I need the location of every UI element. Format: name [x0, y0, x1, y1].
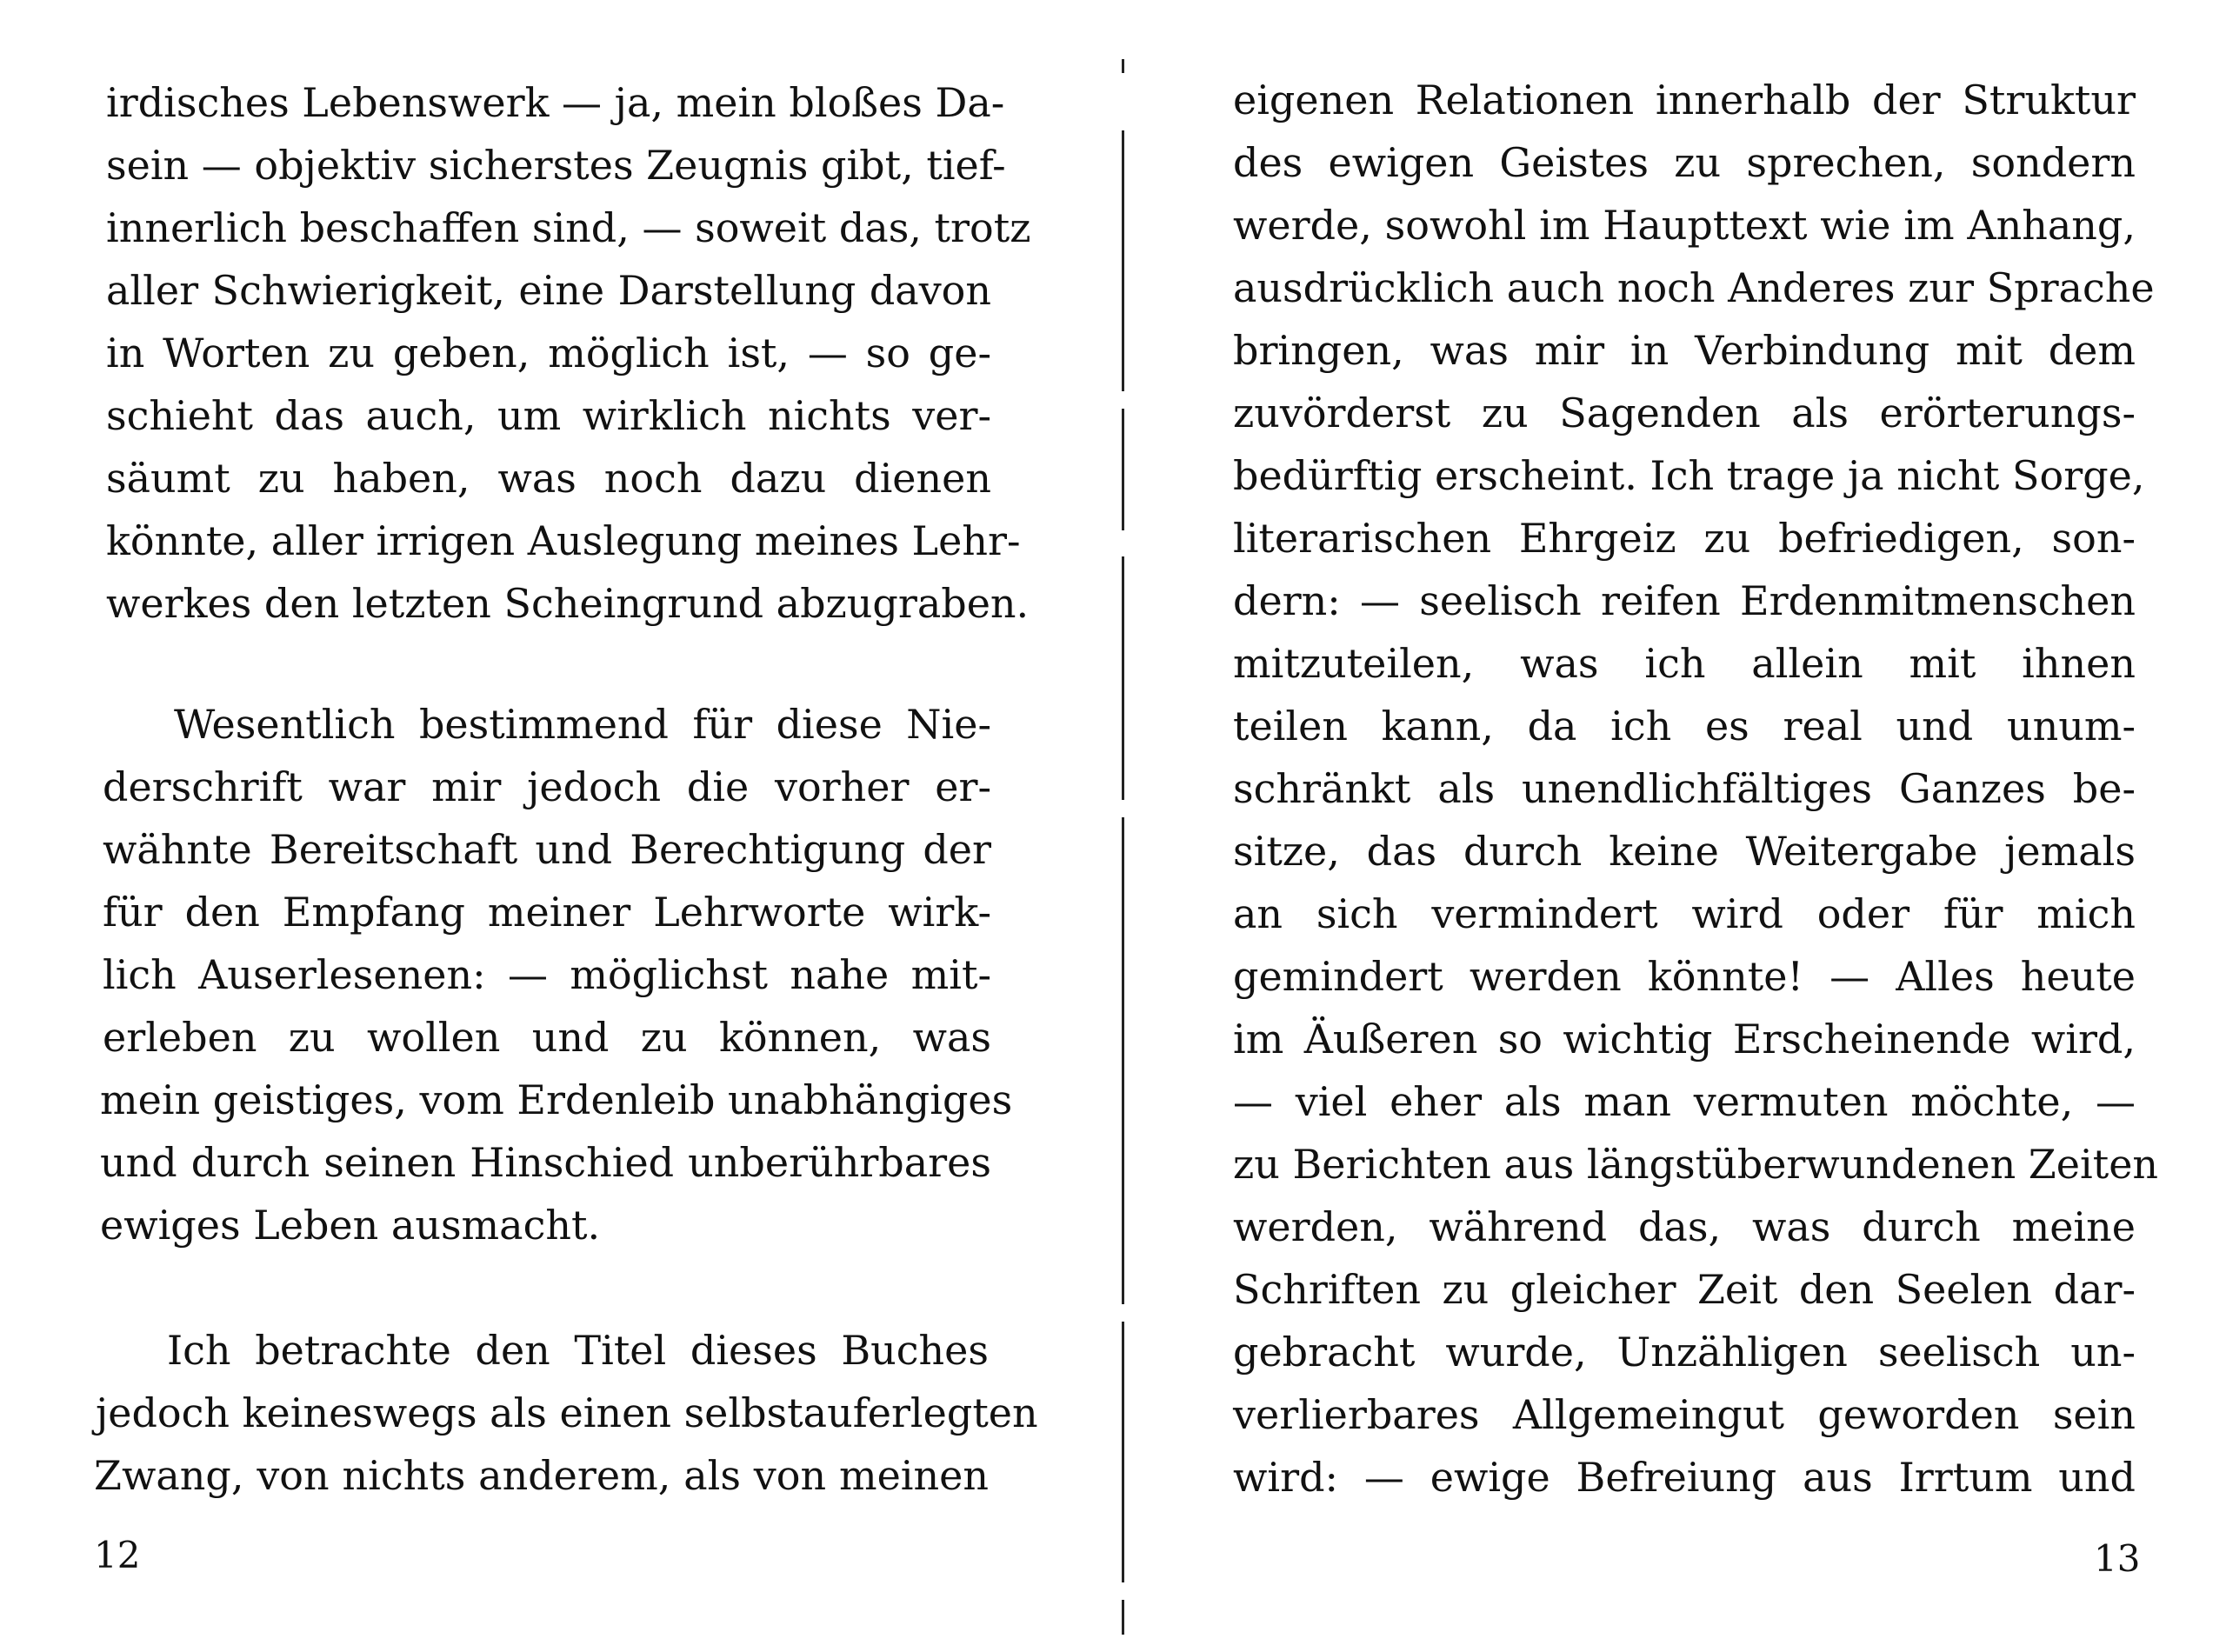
text-line: wähnte Bereitschaft und Berechtigung der: [103, 826, 991, 873]
text-line: aller Schwierigkeit, eine Darstellung davon: [106, 267, 991, 314]
text-line: teilen kann, da ich es real und unum-: [1233, 703, 2136, 749]
text-line: Zwang, von nichts anderem, als von meinen: [94, 1452, 989, 1499]
text-line: verlierbares Allgemeingut geworden sein: [1233, 1391, 2136, 1438]
text-line: mein geistiges, vom Erdenleib unabhängiges: [100, 1076, 1013, 1123]
text-line: mitzuteilen, was ich allein mit ihnen: [1233, 640, 2136, 687]
text-line: und durch seinen Hinschied unberührbares: [100, 1139, 991, 1186]
text-line: sitze, das durch keine Weitergabe jemals: [1233, 828, 2136, 875]
text-line: derschrift war mir jedoch die vorher er-: [103, 763, 991, 810]
page-number: 12: [94, 1534, 141, 1576]
text-line: werde, sowohl im Haupttext wie im Anhang,: [1233, 202, 2136, 249]
text-line: könnte, aller irrigen Auslegung meines Lehr-: [106, 517, 1021, 564]
text-line: eigenen Relationen innerhalb der Struktur: [1233, 77, 2136, 123]
gutter-mark: [1122, 1322, 1124, 1582]
text-line: Wesentlich bestimmend für diese Nie-: [174, 701, 991, 748]
text-line: irdisches Lebenswerk — ja, mein bloßes Da-: [106, 79, 1005, 126]
text-line: in Worten zu geben, möglich ist, — so ge-: [106, 330, 991, 376]
text-line: literarischen Ehrgeiz zu befriedigen, son-: [1233, 515, 2136, 562]
text-line: lich Auserlesenen: — möglichst nahe mit-: [103, 951, 991, 998]
right-page: [1130, 0, 2226, 1652]
text-line: zu Berichten aus längstüberwundenen Zeiten: [1233, 1141, 2159, 1188]
text-line: sein — objektiv sicherstes Zeugnis gibt, tief-: [106, 142, 1006, 189]
left-page: [0, 0, 1104, 1652]
text-line: säumt zu haben, was noch dazu dienen: [106, 455, 991, 502]
text-line: werkes den letzten Scheingrund abzugraben.: [106, 580, 1030, 627]
text-line: zuvörderst zu Sagenden als erörterungs-: [1233, 390, 2136, 436]
text-line: erleben zu wollen und zu können, was: [103, 1014, 991, 1061]
text-line: für den Empfang meiner Lehrworte wirk-: [103, 889, 991, 936]
text-line: werden, während das, was durch meine: [1233, 1203, 2136, 1250]
text-line: innerlich beschaffen sind, — soweit das, trotz: [106, 204, 1031, 251]
gutter-mark: [1122, 817, 1124, 1304]
text-line: bedürftig erscheint. Ich trage ja nicht Sorge,: [1233, 452, 2145, 499]
text-line: ewiges Leben ausmacht.: [100, 1202, 601, 1249]
text-line: dern: — seelisch reifen Erdenmitmenschen: [1233, 577, 2136, 624]
text-line: bringen, was mir in Verbindung mit dem: [1233, 327, 2136, 374]
text-line: wird: — ewige Befreiung aus Irrtum und: [1233, 1454, 2136, 1501]
text-line: jedoch keineswegs als einen selbstauferlegten: [96, 1389, 1038, 1436]
text-line: an sich vermindert wird oder für mich: [1233, 890, 2136, 937]
gutter-mark: [1122, 409, 1124, 530]
gutter-mark: [1122, 556, 1124, 800]
gutter-mark: [1122, 1600, 1124, 1635]
text-line: gebracht wurde, Unzähligen seelisch un-: [1233, 1329, 2136, 1376]
text-line: des ewigen Geistes zu sprechen, sondern: [1233, 139, 2136, 186]
text-line: im Äußeren so wichtig Erscheinende wird,: [1233, 1016, 2136, 1062]
text-line: Schriften zu gleicher Zeit den Seelen dar-: [1233, 1266, 2136, 1313]
gutter-mark: [1122, 130, 1124, 391]
text-line: gemindert werden könnte! — Alles heute: [1233, 953, 2136, 1000]
text-line: schränkt als unendlichfältiges Ganzes be-: [1233, 765, 2136, 812]
text-line: ausdrücklich auch noch Anderes zur Sprache: [1233, 264, 2155, 311]
text-line: Ich betrachte den Titel dieses Buches: [167, 1327, 989, 1374]
page-number: 13: [2094, 1537, 2141, 1580]
gutter-mark: [1122, 59, 1124, 73]
text-line: schieht das auch, um wirklich nichts ver-: [106, 392, 991, 439]
text-line: — viel eher als man vermuten möchte, —: [1233, 1078, 2136, 1125]
